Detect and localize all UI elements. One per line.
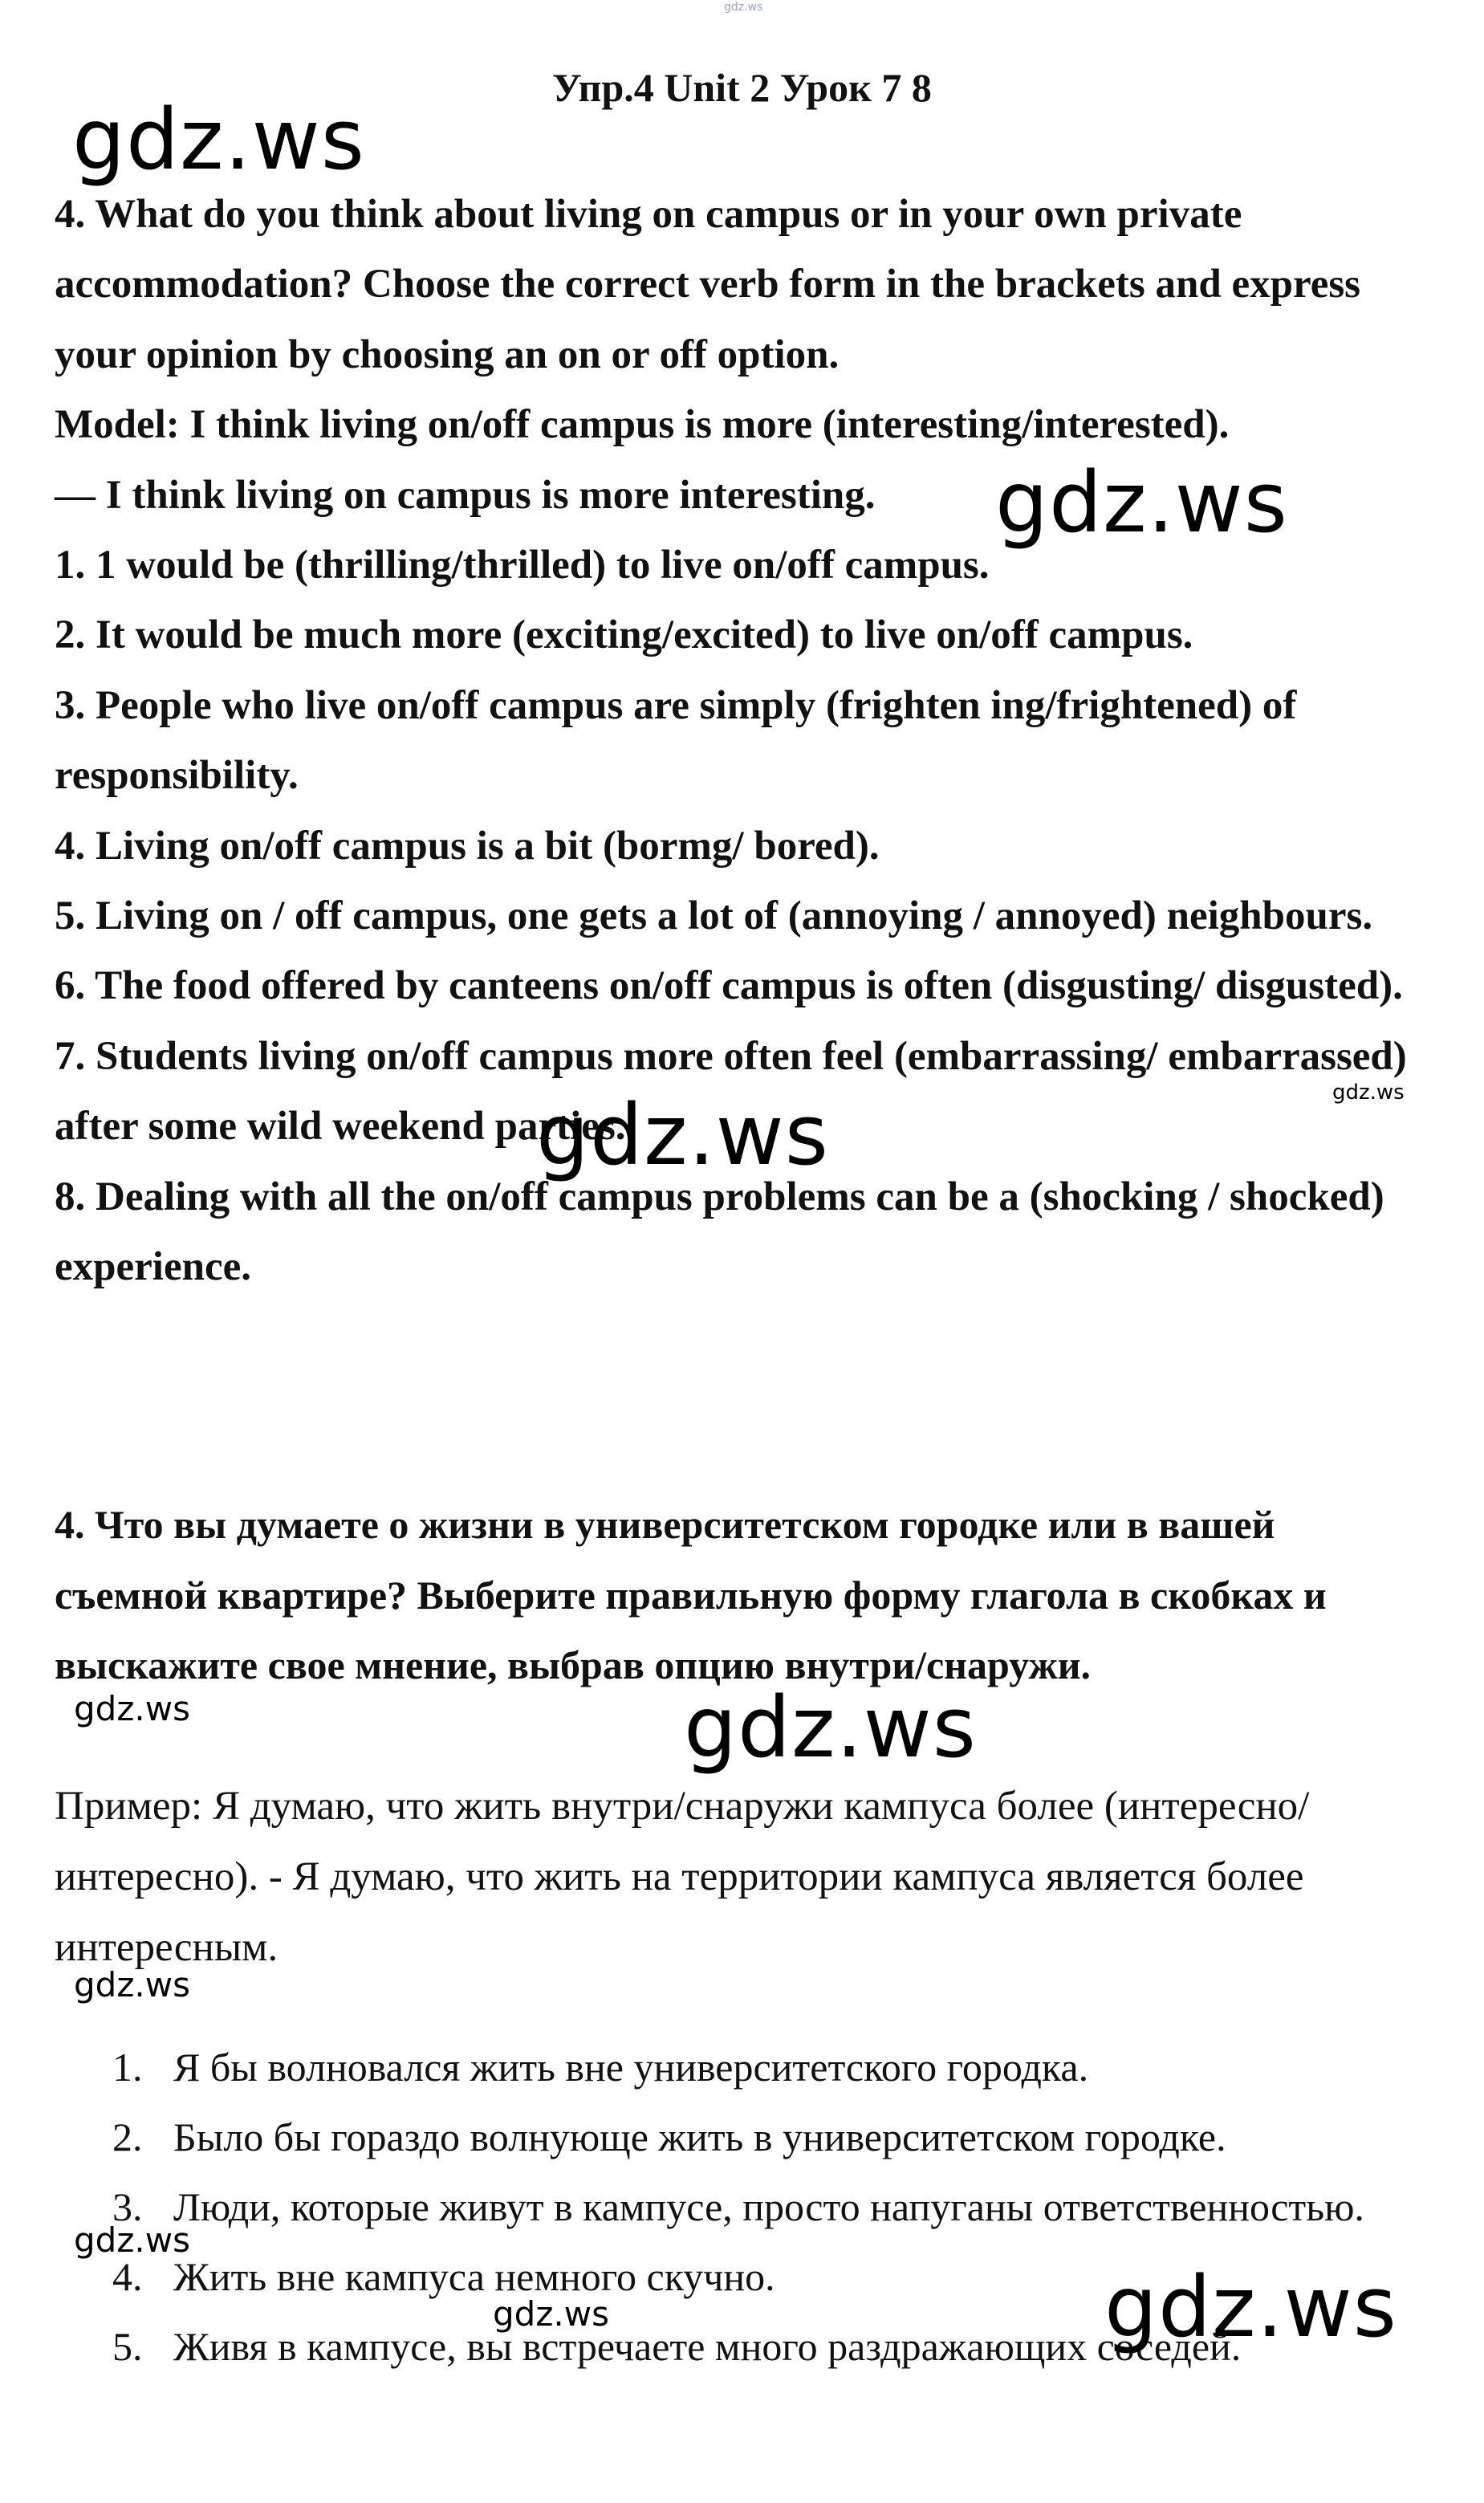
- translation-model: Пример: Я думаю, что жить внутри/снаружи кампуса более (интересно/интересно). - Я думаю, что жить на территории кампуса является более интересным.: [55, 1784, 1310, 1970]
- list-item-text: Было бы гораздо волнующе жить в университетском городке.: [173, 2114, 1226, 2159]
- exercise-item-3: 3. People who live on/off campus are simply (frighten ing/frightened) of responsibility.: [55, 682, 1297, 799]
- top-watermark: gdz.ws: [724, 1, 763, 14]
- list-item-text: Жить вне кампуса немного скучно.: [173, 2254, 775, 2299]
- exercise-model: Model: I think living on/off campus is more (interesting/interested).: [55, 402, 1230, 448]
- watermark-logo: gdz.ws: [1332, 1081, 1405, 1105]
- list-item-number: 4.: [112, 2254, 143, 2299]
- list-item-number: 5.: [112, 2324, 143, 2369]
- watermark-logo: gdz.ws: [684, 1679, 977, 1777]
- watermark-logo: gdz.ws: [74, 1689, 190, 1728]
- watermark-logo: gdz.ws: [536, 1086, 829, 1184]
- exercise-item-8: 8. Dealing with all the on/off campus problems can be a (shocking / shocked) experience.: [55, 1174, 1384, 1290]
- exercise-instruction: 4. What do you think about living on campus or in your own private accommodation? Choose the correct verb form in the brackets and express your opinion by choosing an on or off option.: [55, 192, 1361, 377]
- list-item-text: Я бы волновался жить вне университетского городка.: [173, 2045, 1089, 2090]
- list-item: [55, 2102, 1451, 2172]
- page-title: Упр.4 Unit 2 Урок 7 8: [552, 65, 932, 110]
- exercise-item-5: 5. Living on / off campus, one gets a lot of (annoying / annoyed) neighbours.: [55, 893, 1373, 939]
- watermark-logo: gdz.ws: [74, 1965, 190, 2004]
- list-item-number: 3.: [112, 2184, 143, 2229]
- exercise-item-6: 6. The food offered by canteens on/off campus is often (disgusting/ disgusted).: [55, 963, 1403, 1009]
- exercise-item-4: 4. Living on/off campus is a bit (bormg/ bored).: [55, 823, 880, 869]
- list-item-text: Живя в кампусе, вы встречаете много раздражающих соседей.: [173, 2324, 1242, 2369]
- list-item: [55, 2172, 1451, 2242]
- exercise-item-2: 2. It would be much more (exciting/excited) to live on/off campus.: [55, 613, 1193, 658]
- translation-heading: 4. Что вы думаете о жизни в университетском городке или в вашей съемной квартире? Выберите правильную форму глагола в скобках и выскажите свое мнение, выбрав опцию внутри/снаружи.: [55, 1502, 1327, 1687]
- list-item-text: Люди, которые живут в кампусе, просто напуганы ответственностью.: [173, 2184, 1364, 2229]
- list-item: [55, 2033, 1451, 2102]
- watermark-logo: gdz.ws: [72, 91, 365, 189]
- watermark-logo: gdz.ws: [1104, 2258, 1397, 2356]
- watermark-logo: gdz.ws: [493, 2294, 609, 2334]
- exercise-item-7: 7. Students living on/off campus more often feel (embarrassing/ embarrassed) after some wild weekend parties.: [55, 1033, 1407, 1150]
- list-item-number: 2.: [112, 2114, 143, 2159]
- list-item-number: 1.: [112, 2045, 143, 2090]
- watermark-logo: gdz.ws: [74, 2220, 190, 2260]
- watermark-logo: gdz.ws: [995, 454, 1288, 551]
- exercise-model-answer: — I think living on campus is more interesting.: [55, 472, 876, 518]
- exercise-item-1: 1. 1 would be (thrilling/thrilled) to live on/off campus.: [55, 543, 990, 588]
